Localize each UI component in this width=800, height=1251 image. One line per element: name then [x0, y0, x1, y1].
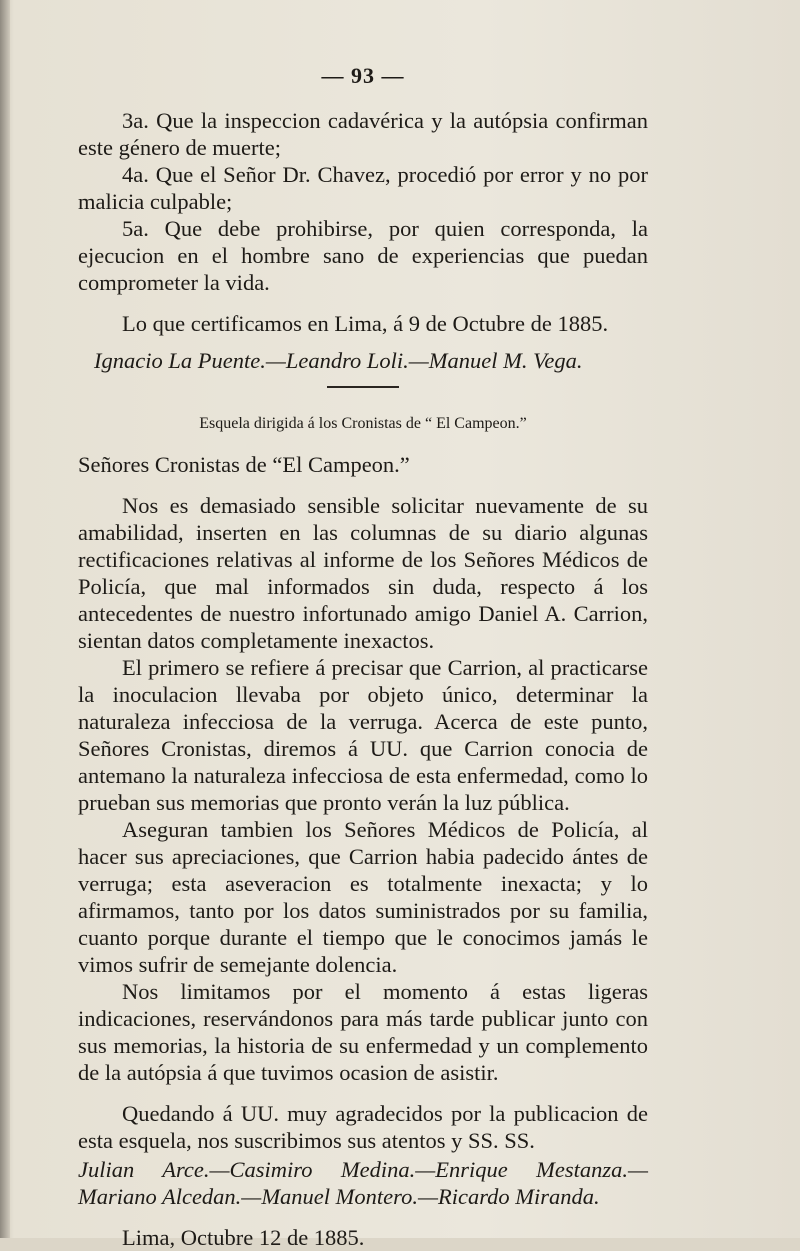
body-paragraph: Aseguran tambien los Señores Médicos de Policía, al hacer sus apreciaciones, que Carrion habia padecido ántes de verruga; esta aseveracion es totalmente inexacta; y lo afirmamos, tanto por los datos suministrados por su familia, cuanto porque durante el tiempo que le conocimos jamás le vimos sufrir de semejante dolencia.	[78, 817, 648, 977]
body-paragraph: Nos limitamos por el momento á estas ligeras indicaciones, reservándonos para más tarde publicar junto con sus memorias, la historia de su enfermedad y un complemento de la autópsia á que tuvimos ocasion de asistir.	[78, 979, 648, 1085]
body-paragraph: Nos es demasiado sensible solicitar nuevamente de su amabilidad, inserten en las columnas de su diario algunas rectificaciones relativas al informe de los Señores Médicos de Policía, que mal informados sin duda, respecto á los antecedentes de nuestro infortunado amigo Daniel A. Carrion, sientan datos completamente inexactos.	[78, 493, 648, 653]
page-number: — 93 —	[321, 63, 405, 88]
item-4a: 4a. Que el Señor Dr. Chavez, procedió por error y no por malicia culpable;	[78, 162, 648, 214]
page-text-block	[78, 62, 648, 1251]
body-paragraph: Quedando á UU. muy agradecidos por la publicacion de esta esquela, nos suscribimos sus atentos y SS. SS.	[78, 1101, 648, 1153]
item-5a: 5a. Que debe prohibirse, por quien corresponda, la ejecucion en el hombre sano de experiencias que puedan comprometer la vida.	[78, 216, 648, 295]
item-3a: 3a. Que la inspeccion cadavérica y la autópsia confirman este género de muerte;	[78, 108, 648, 160]
signatures-top: Ignacio La Puente.—Leandro Loli.—Manuel M. Vega.	[94, 348, 583, 373]
letter-heading: Esquela dirigida á los Cronistas de “ El Campeon.”	[199, 415, 527, 432]
body-paragraph: El primero se refiere á precisar que Carrion, al practicarse la inoculacion llevaba por objeto único, determinar la naturaleza infecciosa de la verruga. Acerca de este punto, Señores Cronistas, diremos á UU. que Carrion conocia de antemano la naturaleza infecciosa de esta enfermedad, como lo prueban sus memorias que pronto verán la luz pública.	[78, 655, 648, 815]
signatures-bottom: Julian Arce.—Casimiro Medina.—Enrique Mestanza.—Mariano Alcedan.—Manuel Montero.—Ricardo Miranda.	[78, 1157, 648, 1209]
page-binding-edge	[0, 0, 10, 1238]
salutation: Señores Cronistas de “El Campeon.”	[78, 452, 410, 477]
certification-line: Lo que certificamos en Lima, á 9 de Octubre de 1885.	[122, 311, 609, 336]
section-divider	[327, 386, 399, 388]
closing-date: Lima, Octubre 12 de 1885.	[122, 1225, 365, 1250]
